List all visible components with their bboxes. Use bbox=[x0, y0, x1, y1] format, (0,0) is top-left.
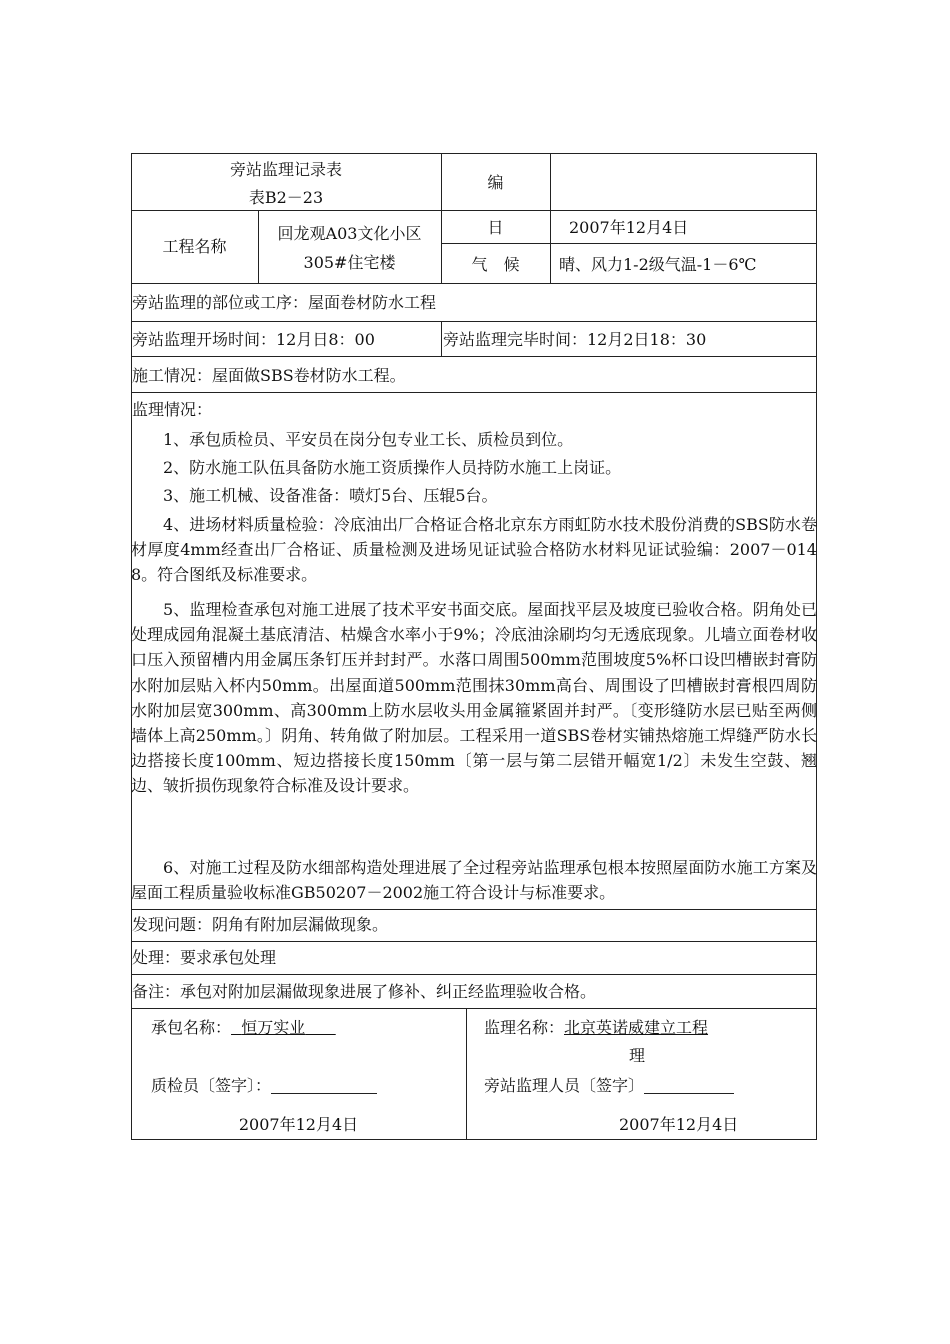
rule-time-split bbox=[441, 321, 442, 356]
supervisor-person-label: 旁站监理人员〔签字〕 bbox=[484, 1076, 645, 1095]
supervision-item-3: 3、施工机械、设备准备：喷灯5台、压辊5台。 bbox=[163, 486, 498, 505]
supervisor-signature-line[interactable] bbox=[644, 1075, 734, 1094]
supervised-part: 旁站监理的部位或工序：屋面卷材防水工程 bbox=[132, 293, 437, 312]
supervisor-person-field bbox=[484, 1074, 734, 1098]
supervisor-name-line1: 北京英诺威建立工程 bbox=[564, 1018, 709, 1037]
supervisor-date: 2007年12月4日 bbox=[619, 1115, 739, 1134]
date-value: 2007年12月4日 bbox=[569, 218, 689, 237]
rule-construction-bottom bbox=[131, 392, 817, 393]
weather-value: 晴、风力1-2级气温-1－6℃ bbox=[559, 255, 757, 274]
supervision-title: 监理情况： bbox=[132, 400, 213, 419]
date-label: 日 bbox=[487, 218, 504, 237]
supervisor-name-field bbox=[484, 1016, 708, 1040]
start-time: 旁站监理开场时间：12月日8：00 bbox=[132, 330, 375, 349]
contractor-name: 恒万实业 bbox=[241, 1018, 306, 1037]
form-title: 旁站监理记录表 bbox=[229, 160, 342, 179]
rule-header-bottom bbox=[441, 210, 817, 211]
rule-time-bottom bbox=[131, 356, 817, 357]
rule-project-bottom bbox=[131, 283, 817, 284]
supervision-item-4: 4、进场材料质量检验：冷底油出厂合格证合格北京东方雨虹防水技术股份消费的SBS防水卷材厚度4mm经查出厂合格证、质量检测及进场见证试验合格防水材料见证试验编：2007－0148。符合图纸及标准要求。 bbox=[131, 515, 817, 585]
project-label: 工程名称 bbox=[162, 237, 227, 256]
remark: 备注：承包对附加层漏做现象进展了修补、纠正经监理验收合格。 bbox=[132, 982, 597, 1001]
end-time: 旁站监理完毕时间：12月2日18：30 bbox=[443, 330, 707, 349]
inspector-signature-line[interactable] bbox=[271, 1075, 377, 1094]
project-name-line2: 305#住宅楼 bbox=[303, 253, 396, 272]
rule-date-bottom bbox=[441, 243, 817, 244]
form-number: 表B2－23 bbox=[248, 188, 324, 207]
supervision-item-5: 5、监理检查承包对施工进展了技术平安书面交底。屋面找平层及坡度已验收合格。阴角处已处理成园角混凝土基底清洁、枯燥含水率小于9%；冷底油涂刷均匀无透底现象。儿墙立面卷材收口压入预留槽内用金属压条钉压并封封严。水落口周围500mm范围坡度5%杯口设凹槽嵌封膏防水附加层贴入杯内50mm。出屋面道500mm范围抹30mm高台、周围设了凹槽嵌封膏根四周防水附加层宽300mm、高300mm上防水层收头用金属箍紧固并封严。〔变形缝防水层已贴至两侧墙体上高250mm。〕阴角、转角做了附加层。工程采用一道SBS卷材实铺热熔施工焊缝严防水长边搭接长度100mm、短边搭接长度150mm〔第一层与第二层错开幅宽1/2〕未发生空鼓、翘边、皱折损伤现象符合标准及设计要求。 bbox=[131, 600, 817, 796]
code-label: 编 bbox=[487, 173, 504, 192]
inspector-signature-field bbox=[151, 1074, 377, 1098]
supervisor-label: 监理名称： bbox=[484, 1018, 565, 1037]
project-name-line1: 回龙观A03文化小区 bbox=[277, 224, 422, 243]
rule-signature-split bbox=[466, 1008, 467, 1139]
rule-supervision-bottom bbox=[131, 909, 817, 910]
rule-bottom bbox=[131, 1139, 817, 1140]
construction-status: 施工情况：屋面做SBS卷材防水工程。 bbox=[132, 366, 406, 385]
rule-handling-bottom bbox=[131, 974, 817, 975]
rule-problem-bottom bbox=[131, 941, 817, 942]
inspector-label: 质检员〔签字〕： bbox=[151, 1076, 272, 1095]
rule-top bbox=[131, 153, 817, 154]
rule-title-bottom bbox=[131, 210, 441, 211]
handling: 处理：要求承包处理 bbox=[132, 948, 277, 967]
rule-part-bottom bbox=[131, 321, 817, 322]
weather-label: 气 候 bbox=[471, 255, 520, 274]
supervision-item-1: 1、承包质检员、平安员在岗分包专业工长、质检员到位。 bbox=[163, 430, 574, 449]
supervision-item-6: 6、对施工过程及防水细部构造处理进展了全过程旁站监理承包根本按照屋面防水施工方案及屋面工程质量验收标准GB50207－2002施工符合设计与标准要求。 bbox=[131, 858, 817, 903]
contractor-label: 承包名称： bbox=[151, 1018, 232, 1037]
contractor-date: 2007年12月4日 bbox=[238, 1115, 359, 1134]
supervision-item-2: 2、防水施工队伍具备防水施工资质操作人员持防水施工上岗证。 bbox=[163, 458, 622, 477]
problem-found: 发现问题：阴角有附加层漏做现象。 bbox=[132, 915, 389, 934]
rule-remark-bottom bbox=[131, 1008, 817, 1009]
contractor-name-field bbox=[151, 1016, 336, 1040]
supervisor-name-line2: 理 bbox=[629, 1046, 646, 1065]
rule-mid-value bbox=[550, 153, 551, 283]
